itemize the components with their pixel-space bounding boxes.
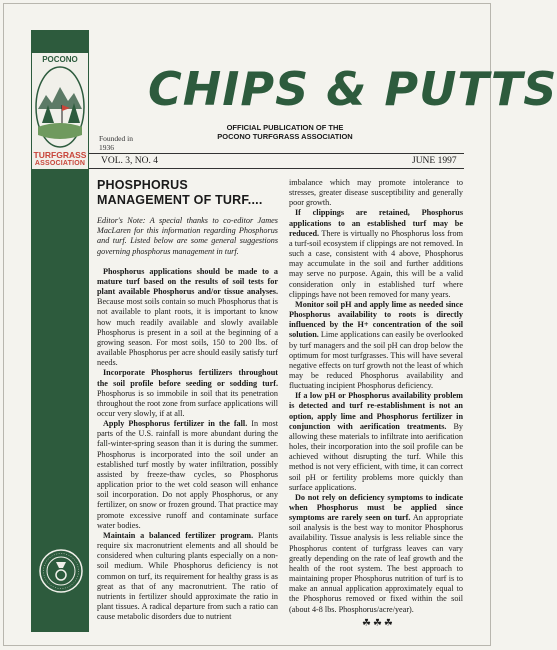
paragraph-4 bbox=[97, 531, 278, 622]
paragraph-5-text: There is virtually no Phosphorus loss from a turf-soil ecosystem if clippings are not removed. In such a case, consistent with 4 above, Phosphorus may accumulate in the soil and further additions may serve no purpose. Again, this will be a valid consideration only in established turf where clippings have not been removed for many years. bbox=[289, 228, 463, 299]
paragraph-4-heading: Maintain a balanced fertilizer program. bbox=[103, 530, 254, 540]
editor-note: Editor's Note: A special thanks to co-editor James MacLaren for this information regarding Phosphorus and turf. Listed below are some general suggestions governing phosphorus management in turf. bbox=[97, 216, 278, 256]
issue-rule-bottom bbox=[89, 168, 464, 169]
paragraph-1-text: Because most soils contain so much Phosphorus that is not available to plant roots, it is important to know how much readily available and slowly available Phosphorus is present in a soil at the beginning of a growing season. For most soils, 150 to 200 lbs. of available Phosphorus per acre should easily satisfy turf needs. bbox=[97, 297, 278, 368]
paragraph-4-continued: imbalance which may promote intolerance to stresses, greater disease susceptibility and generally poor growth. bbox=[289, 178, 463, 208]
paragraph-6-text: Lime applications can easily be overlooked by turf managers and the soil pH can drop below the optimum for most turfgrasses. This will have several negative effects on turf growth not the least of which may be reduced Phosphorus availability and fluctuating incipient Phosphorus deficiency. bbox=[289, 330, 463, 391]
publication-line-2: POCONO TURFGRASS ASSOCIATION bbox=[217, 132, 353, 141]
founded-year: 1936 bbox=[99, 143, 114, 152]
masthead-title: CHIPS & PUTTS bbox=[148, 62, 557, 116]
pocono-turfgrass-logo bbox=[31, 52, 89, 170]
paragraph-8 bbox=[289, 493, 463, 615]
article-column-1 bbox=[97, 178, 278, 622]
paragraph-2-heading: Incorporate Phosphorus fertilizers throughout the soil profile before seeding or sodding turf. bbox=[97, 368, 278, 388]
article-column-2 bbox=[289, 178, 463, 615]
paragraph-6 bbox=[289, 300, 463, 391]
paragraph-5 bbox=[289, 208, 463, 299]
paragraph-8-heading: Do not rely on deficiency symptoms to indicate when Phosphorus must be applied since symptoms are rarely seen on turf. bbox=[289, 492, 463, 523]
logo-top-text: POCONO bbox=[42, 55, 78, 64]
paragraph-2-text: Phosphorus is so immobile in soil that its penetration throughout the root zone from surface applications will occur very slowly, if at all. bbox=[97, 388, 278, 418]
issue-date: JUNE 1997 bbox=[412, 156, 457, 166]
logo-word-association: ASSOCIATION bbox=[34, 160, 86, 167]
paragraph-1-heading: Phosphorus applications should be made to a mature turf based on the results of soil tests for plant available Phosphorus and/or tissue analyses. bbox=[97, 266, 278, 297]
paragraph-5-heading: If clippings are retained, Phosphorus applications to an established turf may be reduced. bbox=[289, 208, 463, 238]
paragraph-7-heading: If a low pH or Phosphorus availability problem is detected and turf re-establishment is not an option, apply lime and Phosphorus fertilizer in conjunction with aerification treatments. bbox=[289, 391, 463, 431]
gcsaa-seal-icon bbox=[38, 548, 84, 594]
paragraph-8-text: An appropriate soil analysis is the best way to monitor Phosphorus availability. Tissue analysis is less reliable since the Phosphorus content of turfgrass leaves can vary greatly depending on the rate of leaf growth and the health of the root system. The best approach to maintaining proper Phosphorus nutrition of turf is to make an annual application approximately equal to the Phosphorus removed or fixed within the soil (about 4-8 lbs. Phosphorus/acre/year). bbox=[289, 513, 463, 614]
founded-label: Founded in bbox=[99, 134, 133, 143]
end-mark-icon: ☘☘☘ bbox=[362, 618, 395, 629]
publication-line-1: OFFICIAL PUBLICATION OF THE bbox=[226, 123, 344, 132]
logo-word-turfgrass: TURFGRASS bbox=[33, 150, 87, 160]
paragraph-6-heading: Monitor soil pH and apply lime as needed since Phosphorus availability to roots is directly influenced by the H+ concentration of the soil solution. bbox=[289, 299, 463, 340]
paragraph-7-text: By allowing these materials to infiltrate into aerification holes, their incorporation into the soil profile can be achieved without disrupting the turf. While this method is not very efficient, with time, it can correct soil pH or fertility problems more quickly than surface applications. bbox=[289, 421, 464, 492]
paragraph-3-text: In most parts of the U.S. rainfall is more abundant during the fall-winter-spring season than it is during the summer. Phosphorus is incorporated into the soil under an established turf mostly by water infiltration, possibly assisted by freeze-thaw cycles, so Phosphorus application prior to the wet cold season will enhance soil incorporation. Do not apply Phosphorus, or any fertilizer, on snow or frozen ground. That practice may promote excessive runoff and contaminate surface water bodies. bbox=[97, 419, 278, 530]
paragraph-3-heading: Apply Phosphorus fertilizer in the fall. bbox=[103, 419, 248, 429]
paragraph-3 bbox=[97, 419, 278, 531]
paragraph-1 bbox=[97, 267, 278, 369]
article-title: PHOSPHORUS MANAGEMENT OF TURF.... bbox=[97, 178, 263, 207]
golf-scene-icon bbox=[34, 65, 86, 149]
paragraph-2 bbox=[97, 368, 278, 419]
paragraph-4-text: Plants require six macronutrient elements and all should be considered when culturing plants especially on a non-soil medium. While Phosphorus deficiency is not common on turf, its requirement for healthy grass is as great as that of any macronutrient. The ratio of nutrients in fertilizer should approximate the ratio in plant tissues. A radical departure from such a ratio can cause metabolic disorders due to nutrient bbox=[97, 530, 278, 622]
founded-note bbox=[99, 134, 133, 152]
paragraph-7 bbox=[289, 391, 463, 493]
issue-rule-top bbox=[89, 153, 464, 154]
volume-number: VOL. 3, NO. 4 bbox=[101, 156, 158, 166]
